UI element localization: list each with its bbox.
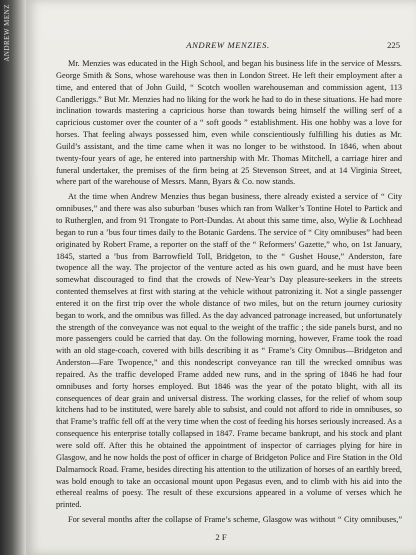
book-page	[26, 0, 416, 555]
paragraph-2: At the time when Andrew Menzies thus began business, there already existed a service of “ City omnibuses,” and there was also suburban ’buses which ran from Walker’s Tontine Hotel to Partick and to Rutherglen, and from 91 Trongate to Port-Dundas. At about this same time, also, Wylie & Lochhead began to run a ’bus four times daily to the Botanic Gardens. The service of “ City omnibuses” had been originated by Robert Frame, a reporter on the staff of the “ Reformers’ Gazette,” who, on 1st January, 1845, started a ’bus from Barrowfield Toll, Bridgeton, to the “ Gushet House,” Anderston, fare twopence all the way. The projector of the venture acted as his own guard, and he must have been somewhat discouraged to find that the crowds of New-Year’s Day pleasure-seekers in the streets contented themselves at first with staring at the vehicle without patronizing it. Not a single passenger entered it on the first trip over the whole distance of two miles, but on the return journey curiosity began to work, and the omnibus was filled. As the day advanced patronage increased, but unfortunately the strength of the conveyance was not equal to the weight of the traffic ; the side panels burst, and no more passengers could be carried that day. On the following morning, however, Frame took the road with an old stage-coach, covered with bills describing it as “ Frame’s City Omnibus—Bridgeton and Anderston—Fare Twopence,” and this nondescript conveyance ran till the wrecked omnibus was repaired. As the traffic developed Frame added new runs, and in the spring of 1846 he had four omnibuses and forty horses employed. But 1846 was the year of the potato blight, with all its consequences of dear grain and universal distress. The working classes, for the relief of whom soup kitchens had to be instituted, were barely able to subsist, and could not afford to ride in omnibuses, so that Frame’s traffic fell off at the very time when the cost of feeding his horses seriously increased. As a consequence his enterprise totally collapsed in 1847. Frame became bankrupt, and his stock and plant were sold off. After this he obtained the appointment of inspector of carriages plying for hire in Glasgow, and he now holds the post of officer in charge of Bridgeton Police and Fire Station in the Old Dalmarnock Road. Frame, besides directing his attention to the utilization of horses of an earthly breed, was bold enough to take an occasional mount upon Pegasus even, and to climb with his aid into the ethereal realms of poesy. The result of these excursions appeared in a volume of verses which he printed.	[56, 192, 402, 510]
book-spine	[0, 0, 26, 555]
running-head: ANDREW MENZIES.	[186, 40, 270, 50]
paragraph-3: For several months after the collapse of Frame’s scheme, Glasgow was without “ City omnibuses,”	[68, 515, 402, 525]
page-header	[56, 40, 400, 52]
signature-mark: 2 F	[215, 532, 227, 542]
paragraph-1: Mr. Menzies was educated in the High School, and began his business life in the service of Messrs. George Smith & Sons, whose warehouse was then in London Street. He left their employment after a time, and entered that of John Guild, “ Scotch woollen warehouseman and commission agent, 113 Candleriggs.” But Mr. Menzies had no liking for the work he had to do in these situations. He had more inclination towards mastering a capricious horse than towards being himself the willing serf of a capricious customer over the counter of a “ soft goods ” establishment. His one hobby was a love for horses. That feeling always possessed him, even while conscientiously fulfilling his duties as Mr. Guild’s assistant, and the time came when it was no longer to be withstood. In 1846, when about twenty-four years of age, he entered into partnership with Mr. Thomas Mitchell, a carriage hirer and funeral undertaker, the premises of the firm being at 25 Stevenson Street, and at 14 Virginia Street, where part of the warehouse of Messrs. Mann, Byars & Co. now stands.	[56, 59, 402, 187]
page-number: 225	[387, 40, 400, 50]
page-body	[56, 58, 402, 528]
spine-label: ANDREW MENZ	[3, 4, 11, 62]
